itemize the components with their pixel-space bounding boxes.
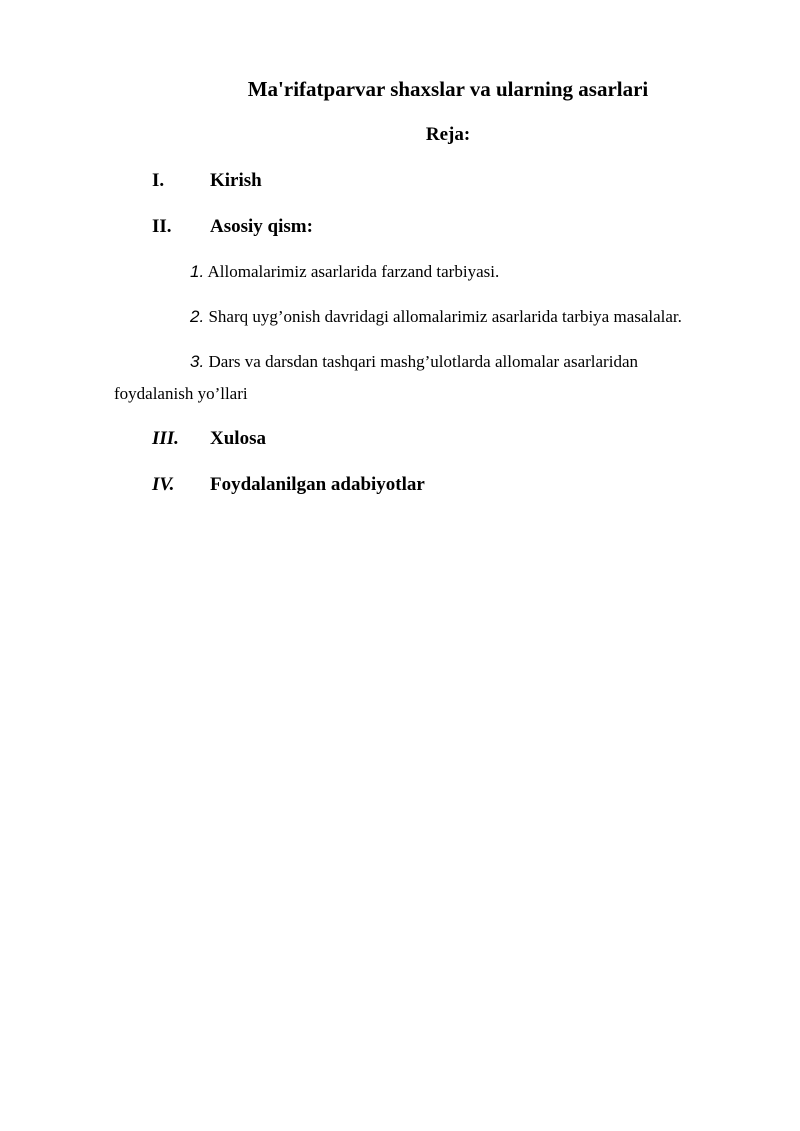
plan-item-label: Kirish bbox=[210, 170, 262, 191]
sub-item-2 bbox=[190, 307, 682, 327]
plan-item-number: I. bbox=[152, 170, 165, 191]
plan-item-main bbox=[152, 216, 313, 238]
plan-item-intro bbox=[152, 170, 262, 192]
plan-item-conclusion bbox=[152, 428, 266, 450]
document-title: Ma'rifatparvar shaxslar va ularning asarlari bbox=[247, 77, 649, 101]
plan-item-label: Xulosa bbox=[210, 428, 266, 449]
plan-item-number: II. bbox=[152, 216, 172, 237]
plan-item-label: Foydalanilgan adabiyotlar bbox=[210, 474, 425, 495]
plan-item-number: IV. bbox=[152, 474, 175, 495]
sub-item-number: 1. bbox=[190, 262, 205, 281]
plan-item-references bbox=[152, 474, 425, 496]
sub-item-text: Dars va darsdan tashqari mashg’ulotlarda allomalar asarlaridan bbox=[208, 352, 638, 371]
sub-item-number: 3. bbox=[190, 352, 205, 371]
sub-item-3 bbox=[190, 352, 638, 372]
sub-item-3-continuation: foydalanish yo’llari bbox=[114, 384, 248, 403]
plan-item-number: III. bbox=[152, 428, 179, 449]
sub-item-text: Sharq uyg’onish davridagi allomalarimiz asarlarida tarbiya masalalar. bbox=[208, 307, 682, 326]
sub-item-1 bbox=[190, 262, 499, 282]
sub-item-text: Allomalarimiz asarlarida farzand tarbiyasi. bbox=[207, 262, 500, 281]
plan-heading: Reja: bbox=[425, 124, 471, 145]
plan-item-label: Asosiy qism: bbox=[210, 216, 313, 237]
sub-item-number: 2. bbox=[190, 307, 205, 326]
